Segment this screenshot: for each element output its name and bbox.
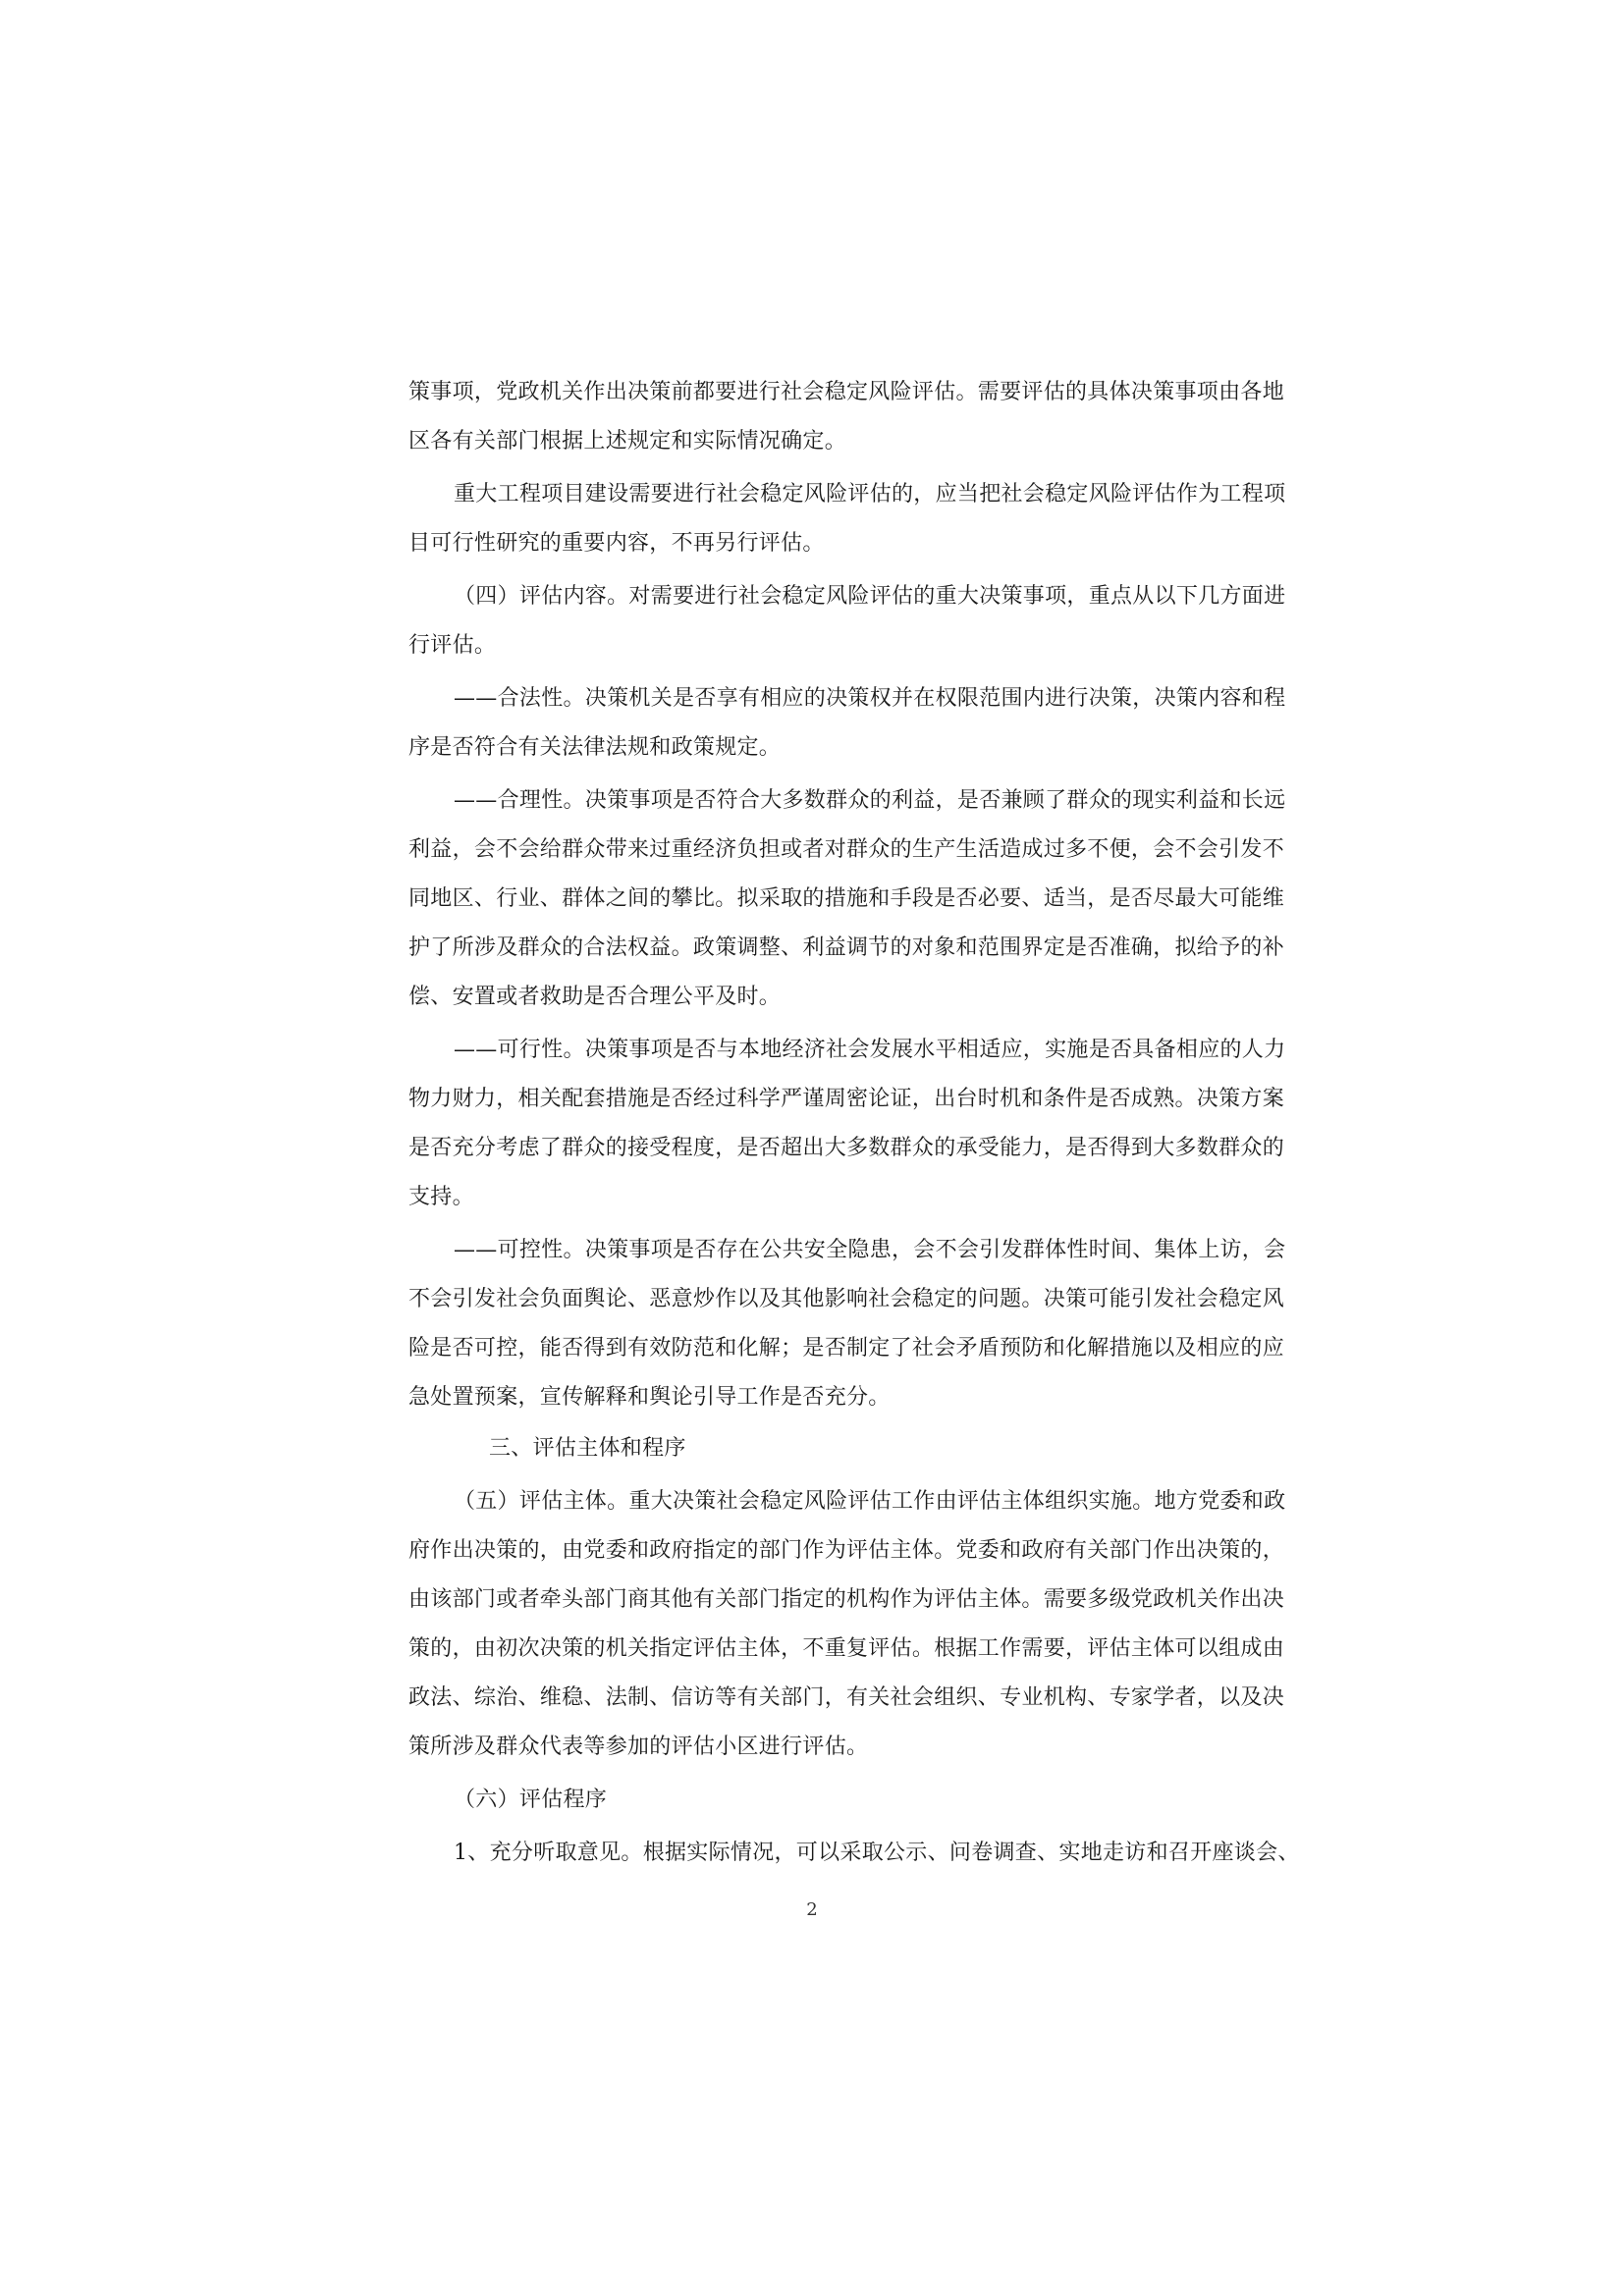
text-line: 府作出决策的，由党委和政府指定的部门作为评估主体。党委和政府有关部门作出决策的， [408, 1538, 1285, 1563]
paragraph-start: （五）评估主体。重大决策社会稳定风险评估工作由评估主体组织实施。地方党委和政 [454, 1489, 1286, 1514]
section-heading: 三、评估主体和程序 [489, 1436, 686, 1461]
paragraph-start: ——可控性。决策事项是否存在公共安全隐患，会不会引发群体性时间、集体上访，会 [454, 1238, 1286, 1262]
text-line: 政法、综治、维稳、法制、信访等有关部门，有关社会组织、专业机构、专家学者，以及决 [408, 1685, 1285, 1710]
text-line: 策事项，党政机关作出决策前都要进行社会稳定风险评估。需要评估的具体决策事项由各地 [408, 380, 1285, 404]
text-line: 目可行性研究的重要内容，不再另行评估。 [408, 531, 825, 556]
text-line: 由该部门或者牵头部门商其他有关部门指定的机构作为评估主体。需要多级党政机关作出决 [408, 1587, 1285, 1612]
text-line: 险是否可控，能否得到有效防范和化解；是否制定了社会矛盾预防和化解措施以及相应的应 [408, 1336, 1285, 1361]
paragraph-start: ——可行性。决策事项是否与本地经济社会发展水平相适应，实施是否具备相应的人力 [454, 1038, 1286, 1062]
text-line: 支持。 [408, 1185, 474, 1209]
paragraph-start: ——合法性。决策机关是否享有相应的决策权并在权限范围内进行决策，决策内容和程 [454, 686, 1286, 711]
text-line: 策的，由初次决策的机关指定评估主体，不重复评估。根据工作需要，评估主体可以组成由 [408, 1636, 1285, 1661]
text-line: 行评估。 [408, 633, 497, 658]
paragraph-start: 重大工程项目建设需要进行社会稳定风险评估的，应当把社会稳定风险评估作为工程项 [454, 482, 1286, 507]
paragraph-start: 1、充分听取意见。根据实际情况，可以采取公示、问卷调查、实地走访和召开座谈会、 [454, 1841, 1300, 1865]
text-line: 区各有关部门根据上述规定和实际情况确定。 [408, 429, 847, 454]
text-line: 是否充分考虑了群众的接受程度，是否超出大多数群众的承受能力，是否得到大多数群众的 [408, 1136, 1285, 1160]
paragraph-start: ——合理性。决策事项是否符合大多数群众的利益，是否兼顾了群众的现实利益和长远 [454, 788, 1286, 813]
text-line: 急处置预案，宣传解释和舆论引导工作是否充分。 [408, 1385, 891, 1410]
subsection-heading: （六）评估程序 [454, 1788, 608, 1812]
text-line: 同地区、行业、群体之间的攀比。拟采取的措施和手段是否必要、适当，是否尽最大可能维 [408, 886, 1285, 911]
text-line: 护了所涉及群众的合法权益。政策调整、利益调节的对象和范围界定是否准确，拟给予的补 [408, 935, 1285, 960]
text-line: 策所涉及群众代表等参加的评估小区进行评估。 [408, 1735, 869, 1759]
paragraph-start: （四）评估内容。对需要进行社会稳定风险评估的重大决策事项，重点从以下几方面进 [454, 584, 1286, 609]
text-line: 物力财力，相关配套措施是否经过科学严谨周密论证，出台时机和条件是否成熟。决策方案 [408, 1087, 1285, 1111]
text-line: 偿、安置或者救助是否合理公平及时。 [408, 985, 782, 1009]
text-line: 不会引发社会负面舆论、恶意炒作以及其他影响社会稳定的问题。决策可能引发社会稳定风 [408, 1287, 1285, 1311]
page-number: 2 [806, 1899, 818, 1920]
text-line: 利益，会不会给群众带来过重经济负担或者对群众的生产生活造成过多不便，会不会引发不 [408, 837, 1285, 862]
text-line: 序是否符合有关法律法规和政策规定。 [408, 735, 782, 760]
